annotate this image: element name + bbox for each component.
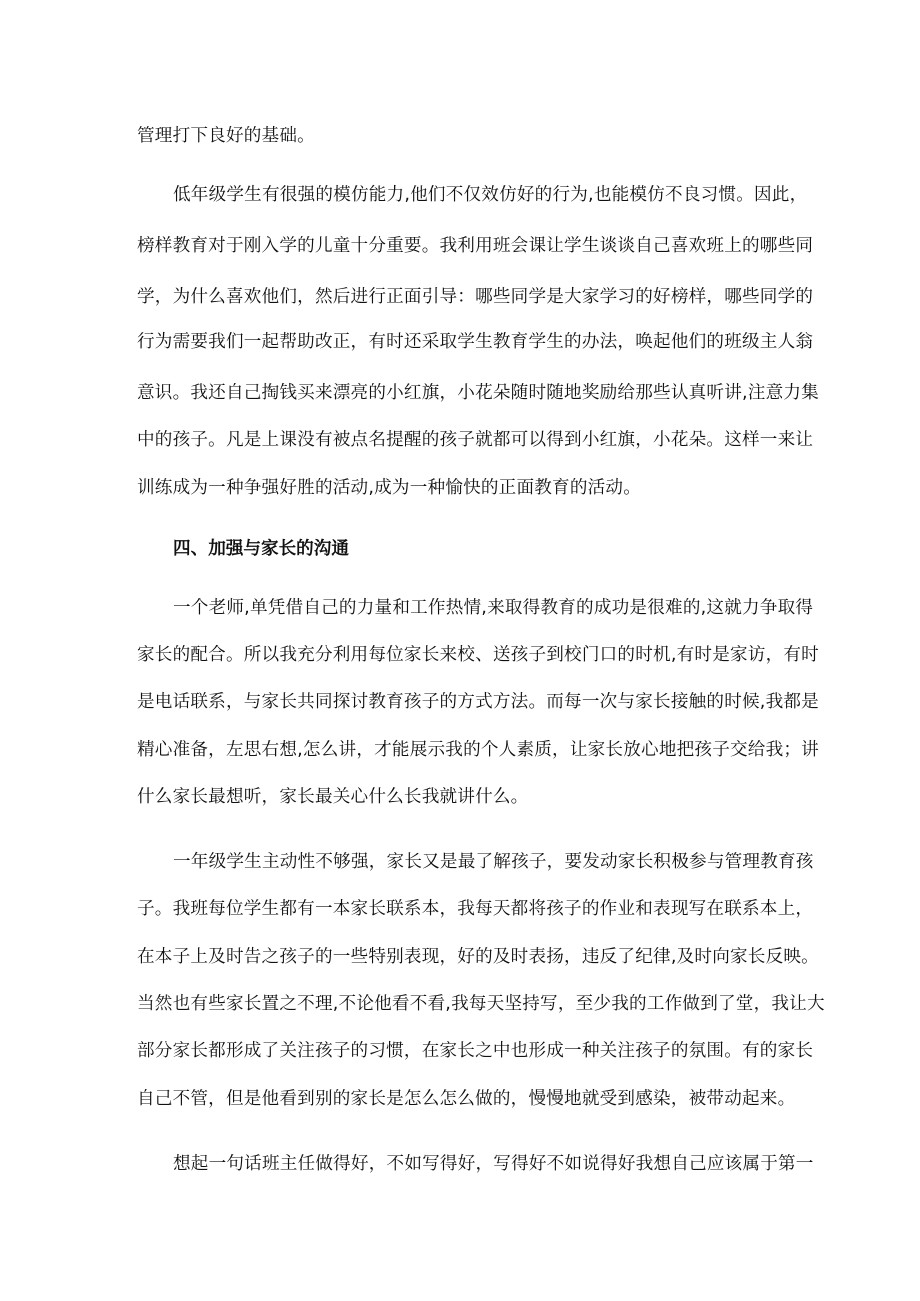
paragraph-line: 子。我班每位学生都有一本家长联系本，我每天都将孩子的作业和表现写在联系本上， — [137, 899, 814, 919]
paragraph-line: 学，为什么喜欢他们，然后进行正面引导：哪些同学是大家学习的好榜样，哪些同学的 — [137, 287, 814, 307]
paragraph-line: 意识。我还自己掏钱买来漂亮的小红旗，小花朵随时随地奖励给那些认真听讲,注意力集 — [137, 383, 819, 403]
paragraph-line: 家长的配合。所以我充分利用每位家长来校、送孩子到校门口的时机,有时是家访，有时 — [137, 645, 819, 665]
paragraph-line: 榜样教育对于刚入学的儿童十分重要。我利用班会课让学生谈谈自己喜欢班上的哪些同 — [137, 236, 814, 256]
section-heading: 四、加强与家长的沟通 — [173, 539, 349, 559]
paragraph-line: 一年级学生主动性不够强，家长又是最了解孩子，要发动家长积极参与管理教育孩 — [173, 852, 814, 872]
paragraph-line: 精心准备，左思右想,怎么讲，才能展示我的个人素质，让家长放心地把孩子交给我；讲 — [137, 740, 819, 760]
paragraph-line: 想起一句话班主任做得好，不如写得好，写得好不如说得好我想自己应该属于第一 — [173, 1154, 814, 1174]
paragraph-line: 部分家长都形成了关注孩子的习惯，在家长之中也形成一种关注孩子的氛围。有的家长 — [137, 1041, 814, 1061]
paragraph-line: 低年级学生有很强的模仿能力,他们不仅效仿好的行为,也能模仿不良习惯。因此， — [173, 185, 808, 205]
paragraph-line: 管理打下良好的基础。 — [137, 126, 315, 146]
paragraph-line: 是电话联系，与家长共同探讨教育孩子的方式方法。而每一次与家长接触的时候,我都是 — [137, 692, 819, 712]
paragraph-line: 中的孩子。凡是上课没有被点名提醒的孩子就都可以得到小红旗，小花朵。这样一来让 — [137, 430, 814, 450]
paragraph-line: 一个老师,单凭借自己的力量和工作热情,来取得教育的成功是很难的,这就力争取得 — [173, 598, 814, 618]
paragraph-line: 自己不管，但是他看到别的家长是怎么怎么做的，慢慢地就受到感染，被带动起来。 — [137, 1089, 796, 1109]
paragraph-line: 行为需要我们一起帮助改正，有时还采取学生教育学生的办法，唤起他们的班级主人翁 — [137, 332, 814, 352]
paragraph-line: 当然也有些家长置之不理,不论他看不看,我每天坚持写，至少我的工作做到了堂，我让大 — [137, 994, 825, 1014]
paragraph-line: 什么家长最想听，家长最关心什么长我就讲什么。 — [137, 787, 529, 807]
paragraph-line: 在本子上及时告之孩子的一些特别表现，好的及时表扬，违反了纪律,及时向家长反映。 — [137, 947, 819, 967]
paragraph-line: 训练成为一种争强好胜的活动,成为一种愉快的正面教育的活动。 — [137, 478, 642, 498]
